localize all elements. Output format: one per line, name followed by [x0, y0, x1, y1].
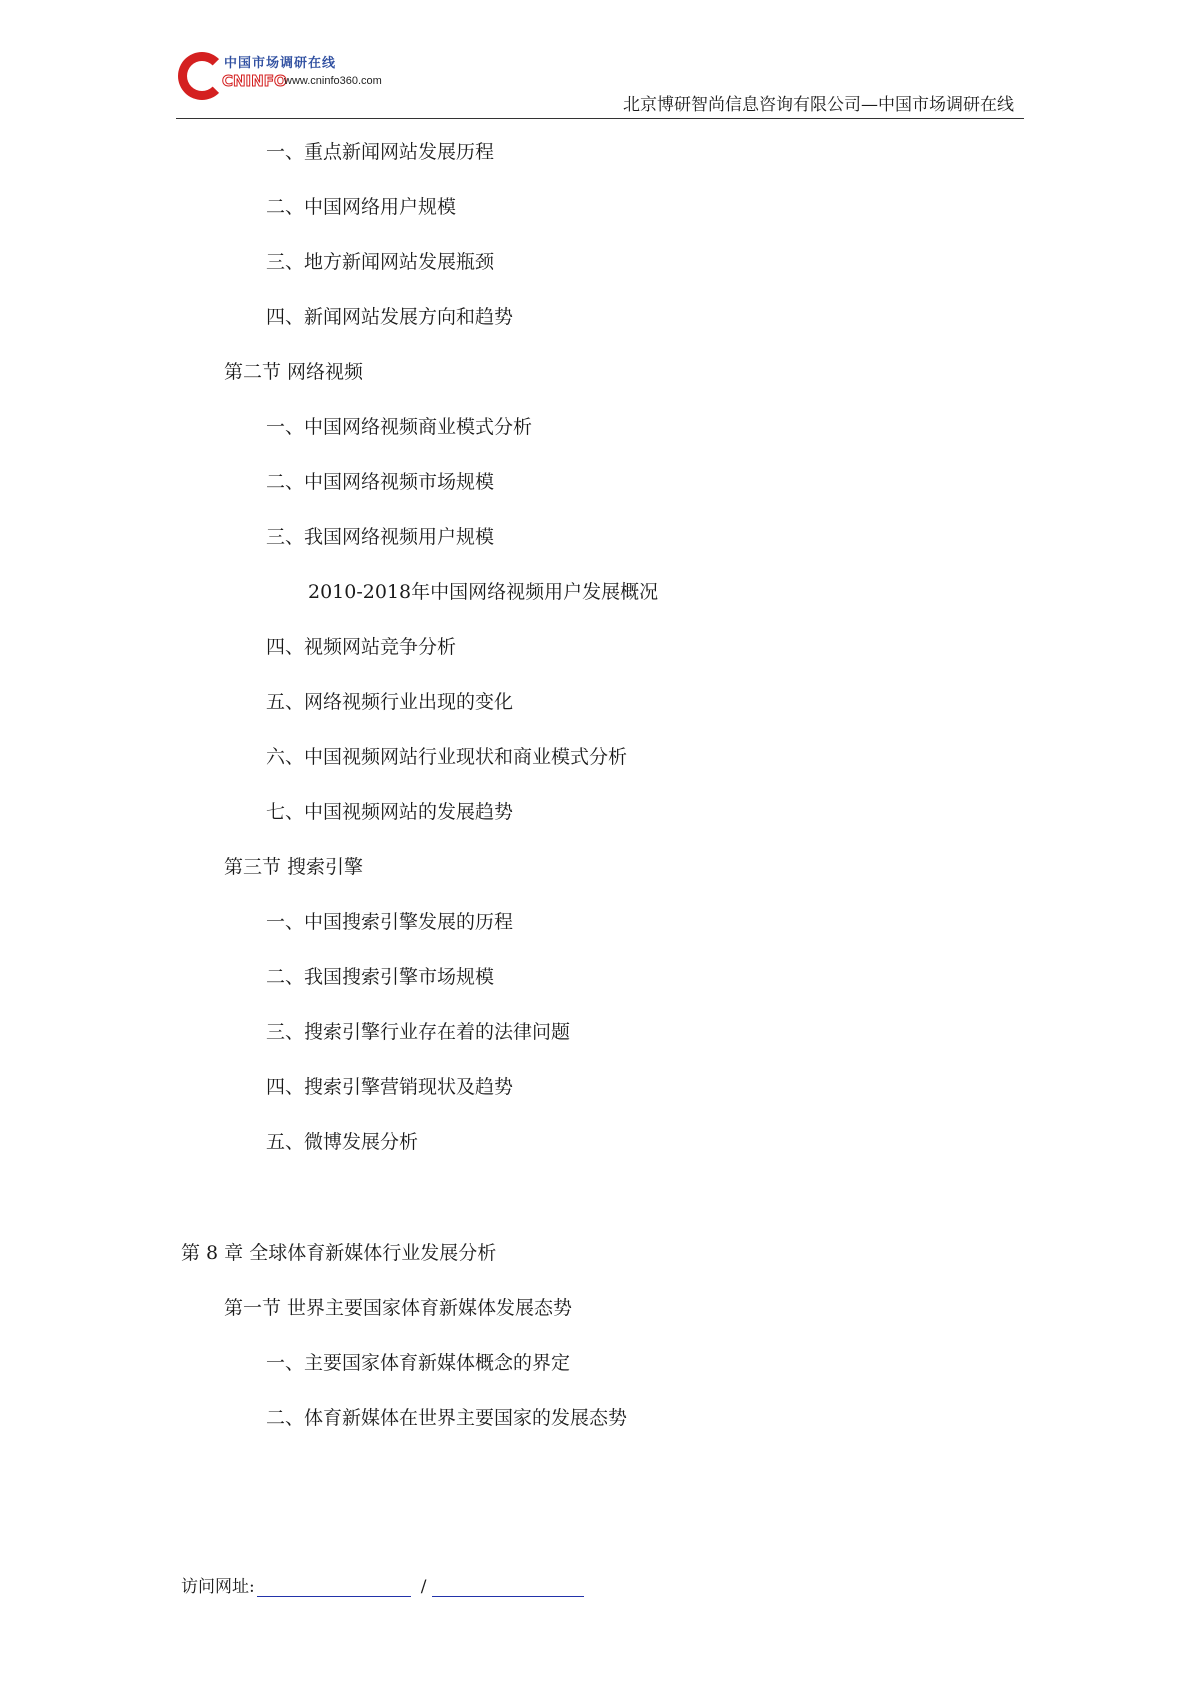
toc-item-entry: 三、地方新闻网站发展瓶颈 [266, 251, 495, 273]
website-link-alt[interactable] [432, 1578, 584, 1597]
visit-url-label: 访问网址: [181, 1577, 255, 1597]
toc-item-entry: 一、主要国家体育新媒体概念的界定 [266, 1352, 571, 1374]
toc-item-entry: 五、微博发展分析 [266, 1131, 419, 1153]
toc-item-entry: 四、搜索引擎营销现状及趋势 [266, 1076, 514, 1098]
toc-item-entry: 五、网络视频行业出现的变化 [266, 691, 514, 713]
toc-chapter-entry: 第 8 章 全球体育新媒体行业发展分析 [181, 1242, 497, 1264]
toc-item-entry: 一、中国搜索引擎发展的历程 [266, 911, 514, 933]
toc-item-entry: 一、中国网络视频商业模式分析 [266, 416, 533, 438]
logo-chinese-name: 中国市场调研在线 [224, 56, 337, 71]
page-footer [181, 1572, 584, 1597]
toc-sub-entry: 2010-2018年中国网络视频用户发展概况 [308, 581, 659, 603]
toc-section-entry: 第三节 搜索引擎 [224, 856, 364, 878]
logo-english-name: CNINFO [222, 72, 287, 90]
toc-item-entry: 二、我国搜索引擎市场规模 [266, 966, 495, 988]
toc-item-entry: 六、中国视频网站行业现状和商业模式分析 [266, 746, 628, 768]
toc-item-entry: 二、中国网络视频市场规模 [266, 471, 495, 493]
toc-item-entry: 二、体育新媒体在世界主要国家的发展态势 [266, 1407, 628, 1429]
page-header [176, 40, 1024, 119]
toc-item-entry: 二、中国网络用户规模 [266, 196, 457, 218]
website-link[interactable] [257, 1578, 411, 1597]
toc-section-entry: 第二节 网络视频 [224, 361, 364, 383]
toc-item-entry: 四、新闻网站发展方向和趋势 [266, 306, 514, 328]
toc-item-entry: 三、搜索引擎行业存在着的法律问题 [266, 1021, 571, 1043]
logo-website: www.cninfo360.com [284, 75, 382, 87]
toc-item-entry: 四、视频网站竞争分析 [266, 636, 457, 658]
company-name: 北京博研智尚信息咨询有限公司—中国市场调研在线 [623, 95, 1014, 115]
logo-c-mark-icon [178, 52, 226, 100]
toc-item-entry: 七、中国视频网站的发展趋势 [266, 801, 514, 823]
url-separator: / [420, 1577, 427, 1597]
toc-item-entry: 三、我国网络视频用户规模 [266, 526, 495, 548]
toc-section-entry: 第一节 世界主要国家体育新媒体发展态势 [224, 1297, 573, 1319]
cninfo-logo [176, 48, 382, 104]
toc-item-entry: 一、重点新闻网站发展历程 [266, 141, 495, 163]
